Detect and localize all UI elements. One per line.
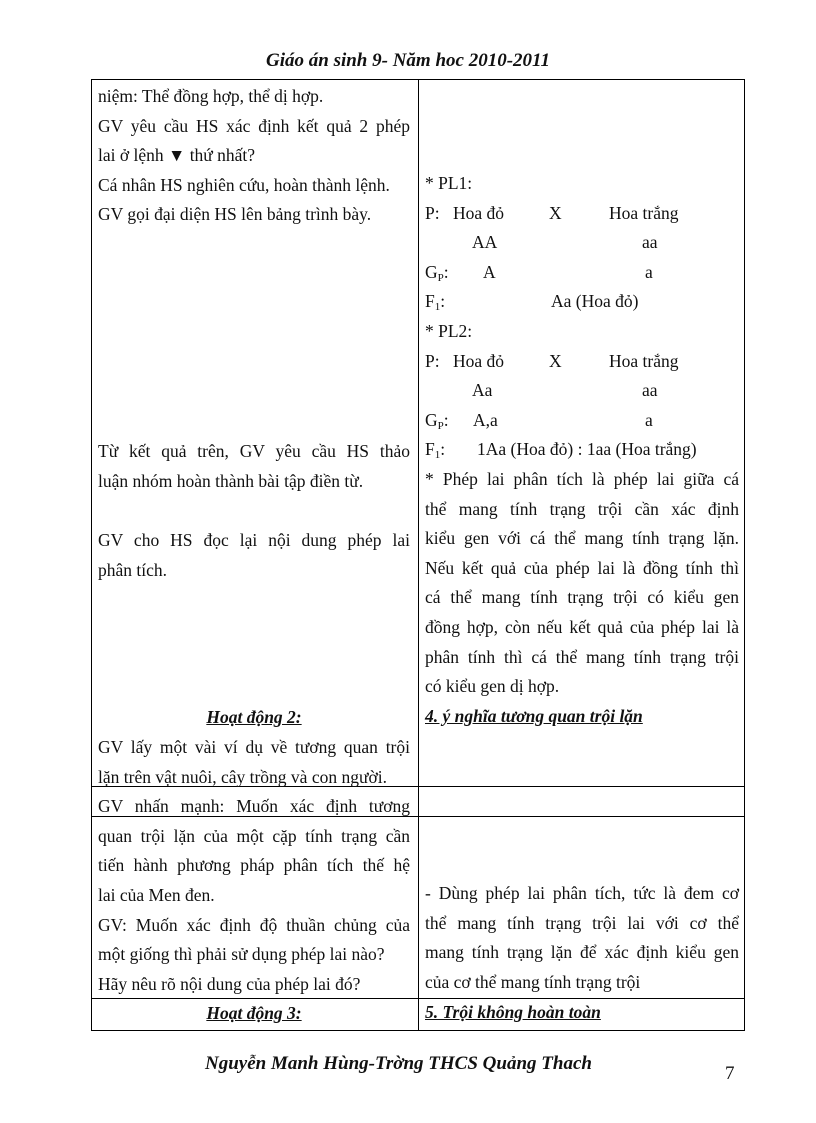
left-line: quan trội lặn của một cặp tính trạng cần [98, 825, 410, 846]
pl1-f1: $F_1$: Aa (Hoa đỏ) [425, 291, 639, 314]
left-line: niệm: Thể đồng hợp, thể dị hợp. [98, 86, 324, 106]
pl2-f1: $F_1$: 1Aa (Hoa đỏ) : 1aa (Hoa trắng) [425, 439, 697, 462]
left-line: GV lấy một vài ví dụ về tương quan trội [98, 737, 410, 758]
section-4-title: 4. ý nghĩa tương quan trội lặn [425, 705, 643, 726]
section-4-line: thể mang tính trạng trội lai với cơ thể [425, 912, 739, 933]
left-line: lai ở lệnh ▼ thứ nhất? [98, 145, 256, 166]
definition-line: kiểu gen với cá thể mang tính trạng lặn. [425, 528, 739, 549]
left-line: GV nhấn mạnh: Muốn xác định tương [98, 796, 410, 817]
left-line: phân tích. [98, 559, 168, 580]
activity-2-heading: Hoạt động 2: [206, 707, 302, 728]
left-line: tiến hành phương pháp phân tích thế hệ [98, 855, 410, 876]
teacher-activities-column [98, 82, 410, 1029]
pl1-parents: P: Hoa đỏ X Hoa trắng [425, 202, 679, 223]
left-line: GV cho HS đọc lại nội dung phép lai [98, 529, 410, 550]
pl1-genotypes: AA aa [472, 232, 658, 253]
section-4-line: - Dùng phép lai phân tích, tức là đem cơ [425, 883, 739, 904]
left-line: Cá nhân HS nghiên cứu, hoàn thành lệnh. [98, 174, 390, 195]
pl1-title: * PL1: [425, 173, 473, 193]
left-line: GV: Muốn xác định độ thuần chủng của [98, 914, 410, 935]
left-line: một giống thì phải sử dụng phép lai nào? [98, 944, 385, 965]
pl1-gametes: $G_P$: A a [425, 261, 653, 284]
definition-line: phân tính thì cá thể mang tính trạng trội [425, 646, 739, 667]
left-line: Từ kết quả trên, GV yêu cầu HS thảo [98, 441, 410, 462]
page-number: 7 [725, 1063, 735, 1084]
pl2-title: * PL2: [425, 320, 473, 341]
column-divider [418, 80, 419, 1030]
content-column [425, 169, 739, 1027]
definition-line: Nếu kết quả của phép lai là đồng tính thì [425, 557, 739, 578]
definition-line: đồng hợp, còn nếu kết quả của phép lai là [425, 616, 739, 637]
definition-line: cá thể mang tính trạng trội có kiểu gen [425, 587, 739, 608]
pl2-gametes: $G_P$: A,a a [425, 409, 653, 432]
definition-line: * Phép lai phân tích là phép lai giữa cá [425, 468, 739, 489]
left-line: luận nhóm hoàn thành bài tập điền từ. [98, 470, 364, 491]
page-header: Giáo án sinh 9- Năm hoc 2010-2011 [266, 50, 550, 71]
left-line: GV yêu cầu HS xác định kết quả 2 phép [98, 115, 410, 136]
left-line: lai của Men đen. [98, 885, 215, 906]
activity-3-heading: Hoạt động 3: [206, 1003, 302, 1024]
section-4-line: mang tính trạng lặn để xác định kiểu gen [425, 942, 739, 963]
section-4-line: của cơ thể mang tính trạng trội [425, 972, 641, 993]
definition-line: có kiểu gen dị hợp. [425, 676, 560, 697]
section-5-title: 5. Trội không hoàn toàn [425, 1001, 601, 1022]
definition-line: thể mang tính trạng trội cần xác định [425, 498, 739, 519]
left-line: Hãy nêu rõ nội dung của phép lai đó? [98, 973, 361, 994]
lesson-table [91, 79, 745, 1031]
left-line: lặn trên vật nuôi, cây trồng và con người. [98, 766, 387, 787]
pl2-parents: P: Hoa đỏ X Hoa trắng [425, 350, 679, 371]
page-footer: Nguyễn Manh Hùng-Trờng THCS Quảng Thach [205, 1053, 592, 1074]
pl2-genotypes: Aa aa [472, 380, 658, 401]
left-line: GV gọi đại diện HS lên bảng trình bày. [98, 204, 372, 225]
